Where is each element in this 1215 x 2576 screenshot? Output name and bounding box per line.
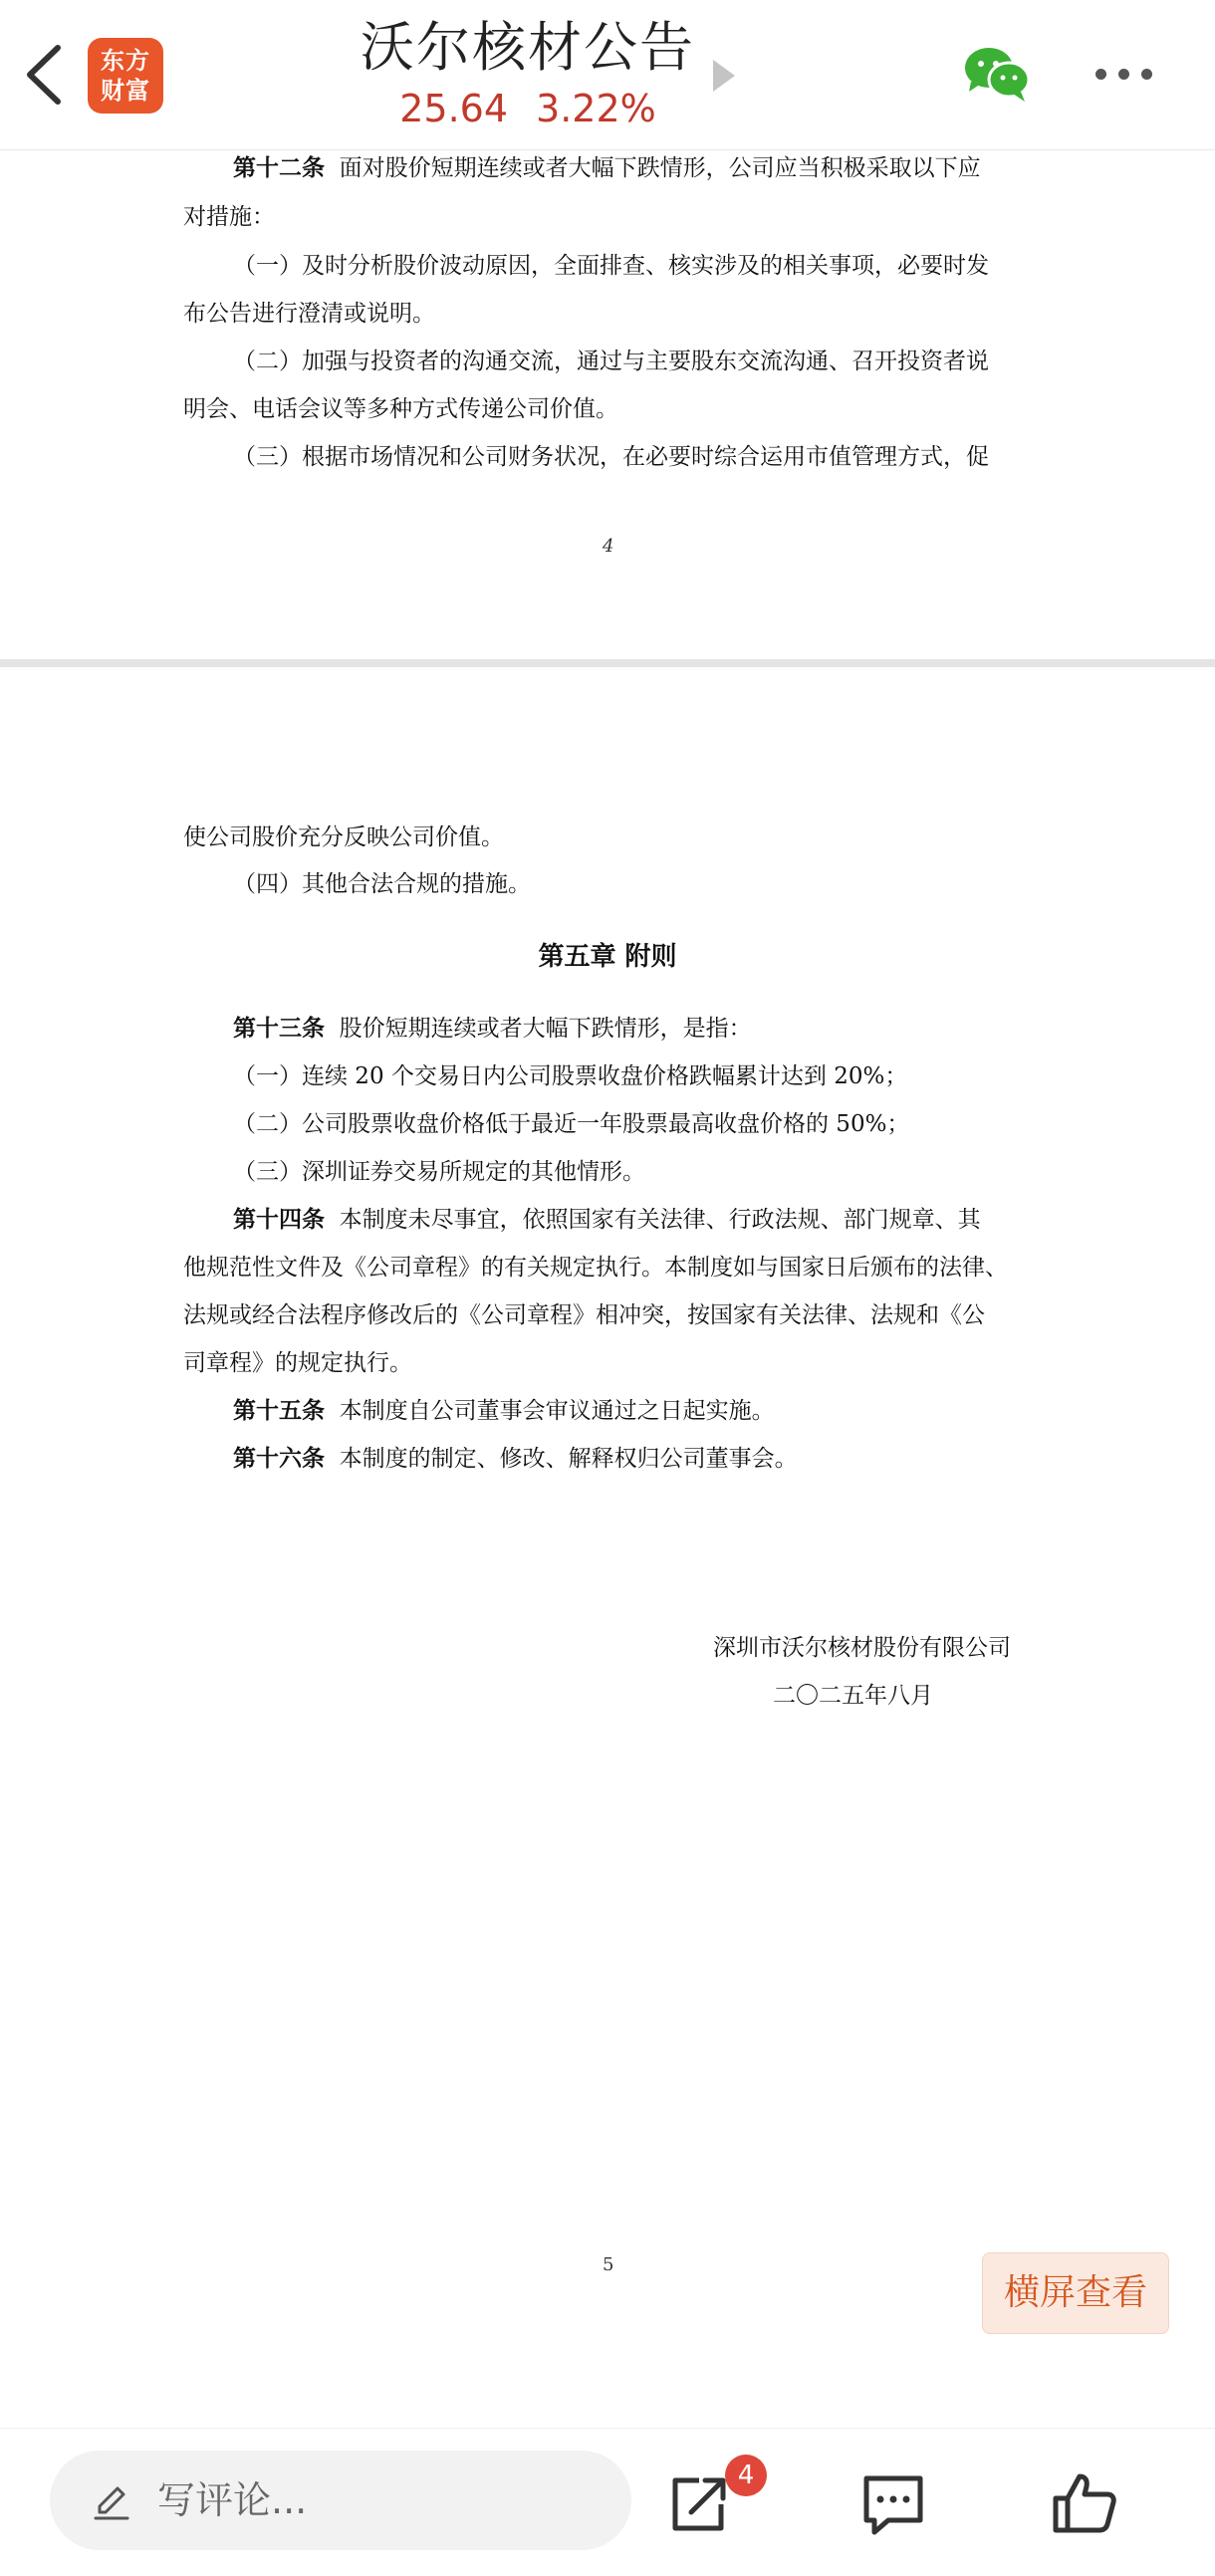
share-count-badge: 4: [725, 2455, 767, 2496]
text-line: 本制度自公司董事会审议通过之日起实施。: [339, 1398, 775, 1424]
text-line: 他规范性文件及《公司章程》的有关规定执行。本制度如与国家日后颁布的法律、: [183, 1255, 1008, 1281]
text-line: （四）其他合法合规的措施。: [233, 871, 531, 897]
article-12-line: [233, 153, 981, 183]
comment-placeholder: 写评论...: [157, 2478, 308, 2522]
signature-date: 二〇二五年八月: [773, 1683, 933, 1709]
text-line: （三）深圳证券交易所规定的其他情形。: [233, 1159, 645, 1185]
text-line: 本制度未尽事宜，依照国家有关法律、行政法规、部门规章、其: [339, 1207, 981, 1233]
thumbs-up-icon: [1050, 2468, 1119, 2538]
play-triangle-icon[interactable]: [713, 60, 735, 92]
landscape-view-button[interactable]: 横屏查看: [982, 2252, 1169, 2334]
app-logo: [88, 38, 163, 114]
comment-bubble-icon: [858, 2468, 928, 2538]
text-line: 面对股价短期连续或者大幅下跌情形，公司应当积极采取以下应: [339, 155, 981, 181]
text-line: 股价短期连续或者大幅下跌情形，是指：: [339, 1016, 752, 1042]
page-number-4: 4: [603, 536, 614, 557]
top-header: [0, 0, 1215, 150]
text-line: 对措施：: [183, 204, 275, 230]
article-14-line: [233, 1205, 981, 1235]
text-line: （二）公司股票收盘价格低于最近一年股票最高收盘价格的 50%；: [233, 1111, 910, 1137]
article-label: 第十二条: [233, 154, 325, 181]
article-15-line: [233, 1396, 775, 1426]
text-line: 司章程》的规定执行。: [183, 1350, 412, 1376]
wechat-icon: [961, 44, 1033, 104]
share-button[interactable]: [663, 2468, 733, 2538]
text-line: （二）加强与投资者的沟通交流，通过与主要股东交流沟通、召开投资者说: [233, 349, 989, 374]
wechat-share-button[interactable]: [961, 44, 1033, 104]
like-button[interactable]: [1050, 2468, 1119, 2538]
comments-button[interactable]: [858, 2468, 928, 2538]
page-divider: [0, 659, 1215, 667]
text-line: 明会、电话会议等多种方式传递公司价值。: [183, 396, 618, 422]
share-icon: [663, 2468, 733, 2538]
article-label: 第十五条: [233, 1397, 325, 1424]
article-label: 第十三条: [233, 1015, 325, 1042]
more-options-button[interactable]: [1095, 60, 1167, 90]
article-label: 第十四条: [233, 1206, 325, 1233]
text-line: （一）连续 20 个交易日内公司股票收盘价格跌幅累计达到 20%；: [233, 1063, 908, 1089]
comment-input[interactable]: [50, 2451, 631, 2550]
page-title: 沃尔核材公告: [361, 16, 695, 79]
article-16-line: [233, 1444, 798, 1474]
title-block: [329, 12, 727, 133]
bottom-bar: [0, 2428, 1215, 2576]
text-line: （三）根据市场情况和公司财务状况，在必要时综合运用市值管理方式，促: [233, 444, 989, 470]
stock-quote: [329, 84, 727, 133]
pencil-icon: [92, 2482, 131, 2522]
stock-change: 3.22%: [536, 87, 656, 130]
logo-line-1: 东方: [101, 47, 150, 75]
back-button[interactable]: [20, 38, 80, 113]
text-line: 法规或经合法程序修改后的《公司章程》相冲突，按国家有关法律、法规和《公: [183, 1302, 985, 1328]
logo-line-2: 财富: [101, 77, 150, 105]
article-label: 第十六条: [233, 1445, 325, 1472]
text-line: 本制度的制定、修改、解释权归公司董事会。: [339, 1446, 798, 1472]
more-dots-icon: [1095, 65, 1164, 84]
signature-company: 深圳市沃尔核材股份有限公司: [713, 1635, 1011, 1661]
article-13-line: [233, 1014, 752, 1044]
text-line: 使公司股价充分反映公司价值。: [183, 824, 504, 850]
back-arrow-icon: [20, 38, 70, 113]
page-number-5: 5: [603, 2254, 614, 2275]
stock-price: 25.64: [399, 87, 509, 130]
text-line: 布公告进行澄清或说明。: [183, 301, 435, 327]
chapter-title: 第五章 附则: [538, 942, 677, 972]
text-line: （一）及时分析股价波动原因，全面排查、核实涉及的相关事项，必要时发: [233, 253, 989, 279]
